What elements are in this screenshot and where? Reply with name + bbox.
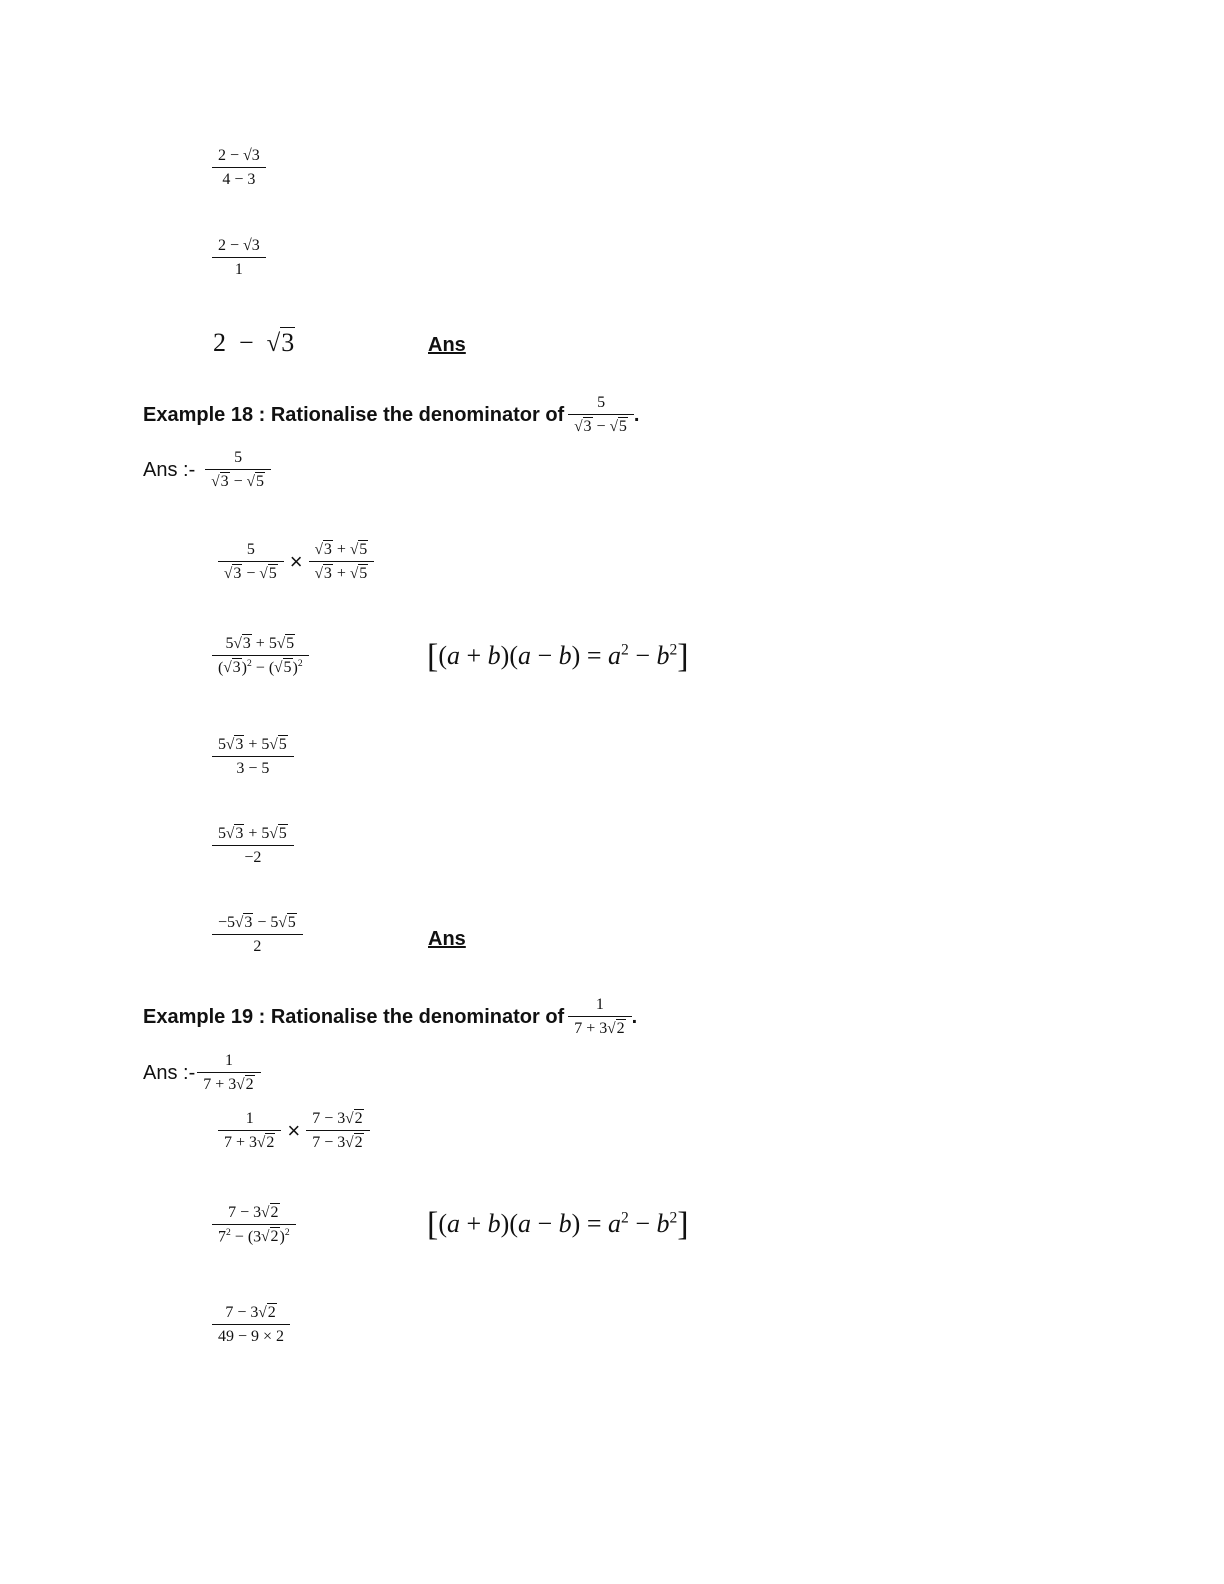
heading-period: . <box>631 1005 638 1028</box>
exponent: 2 <box>621 641 629 659</box>
example-19-identity: $[(a + b)(a - b) = a^2 - b^2]$ <box>427 1206 689 1243</box>
exponent: 2 <box>226 1227 231 1238</box>
operator: − <box>596 418 606 435</box>
example-18-step-1 <box>218 540 374 584</box>
denominator: 2 <box>212 934 303 957</box>
var-b: b <box>487 1209 501 1238</box>
numerator: 5√3 + 5√5 <box>218 736 287 753</box>
minus: − <box>635 1209 650 1238</box>
denominator: 7 − 3√2 <box>306 1130 369 1153</box>
prev-step-result <box>213 328 295 358</box>
plus: + <box>466 641 482 670</box>
operator: − <box>246 565 256 582</box>
var-a: a <box>447 1209 460 1238</box>
numerator: 2 − √3 <box>218 237 260 254</box>
denominator: $(√3)^2 - (√5)^2$ <box>212 655 309 678</box>
prefix: 7 − 3 <box>312 1110 346 1127</box>
given-fraction <box>568 995 631 1039</box>
base: 7 <box>218 1228 226 1246</box>
var-a: a <box>447 641 460 670</box>
var-b: b <box>558 641 572 670</box>
radicand: 3 <box>323 565 332 582</box>
radicand: 2 <box>354 1110 363 1127</box>
coefficient: 5 <box>218 825 226 842</box>
heading-period: . <box>633 403 640 426</box>
exponent: 2 <box>284 1227 290 1238</box>
coefficient: 5 <box>268 635 277 652</box>
prev-step-fraction-1 <box>212 146 266 190</box>
numerator: 1 <box>245 1110 254 1127</box>
operator: − <box>257 914 267 931</box>
coefficient: 5 <box>270 914 279 931</box>
denominator: √3 − √5 <box>205 469 271 492</box>
multiply-sign: × <box>287 1118 301 1143</box>
operator: + <box>248 736 258 753</box>
minus: − <box>635 641 650 670</box>
radicand: 2 <box>266 1134 275 1151</box>
numerator: 2 − √3 <box>218 147 260 164</box>
denominator: 49 − 9 × 2 <box>212 1324 290 1347</box>
denominator: 3 − 5 <box>212 756 294 779</box>
example-18-answer-start <box>143 448 271 492</box>
coefficient: −5 <box>218 914 236 931</box>
operator: + <box>336 541 346 558</box>
example-19-step-2 <box>212 1203 296 1247</box>
multiply-sign: × <box>289 549 303 574</box>
exponent: 2 <box>247 658 252 669</box>
prefix: 7 + 3 <box>203 1076 237 1093</box>
right-fraction <box>309 540 375 584</box>
denominator: 7 + 3√2 <box>197 1072 260 1095</box>
example-18-identity: $[(a + b)(a - b) = a^2 - b^2]$ <box>427 638 689 675</box>
denominator: √3 + √5 <box>309 561 375 584</box>
radicand: 5 <box>283 659 292 677</box>
prev-step-fraction-2 <box>212 236 266 280</box>
answer-fraction <box>197 1051 260 1095</box>
coefficient: 5 <box>261 736 270 753</box>
denominator: $7^2 - (3√2)^2$ <box>212 1224 296 1247</box>
radicand: 3 <box>233 565 242 582</box>
equals: = <box>586 641 602 670</box>
close-bracket: ] <box>677 1206 689 1243</box>
exponent: 2 <box>669 1209 678 1227</box>
radicand: 2 <box>270 1204 279 1221</box>
answer-label: Ans :- <box>143 1061 196 1084</box>
radicand: 3 <box>232 659 241 677</box>
example-19-heading <box>143 995 637 1039</box>
radicand: 2 <box>267 1304 276 1321</box>
open-bracket: [ <box>427 1206 439 1243</box>
radicand: 5 <box>286 635 295 652</box>
radicand: 2 <box>245 1076 254 1093</box>
plus: + <box>466 1209 482 1238</box>
var-b: b <box>656 1209 670 1238</box>
coefficient: 3 <box>253 1228 262 1246</box>
example-18-step-4 <box>212 824 294 868</box>
var-a: a <box>608 641 622 670</box>
numerator: 5√3 + 5√5 <box>225 635 295 652</box>
prefix: 7 − 3 <box>225 1304 259 1321</box>
prefix: 7 + 3 <box>574 1020 608 1037</box>
minus: − <box>537 1209 553 1238</box>
numerator: 1 <box>595 996 604 1013</box>
radicand: 5 <box>255 473 264 490</box>
example-19-step-1 <box>218 1109 370 1153</box>
coefficient: 5 <box>261 825 270 842</box>
operator: − <box>239 328 254 357</box>
numerator: 1 <box>224 1052 233 1069</box>
radicand: 5 <box>359 541 368 558</box>
radicand: 2 <box>616 1020 625 1037</box>
radicand: 5 <box>359 565 368 582</box>
example-18-heading <box>143 393 639 437</box>
operator: + <box>248 825 258 842</box>
coefficient: 5 <box>225 635 234 652</box>
operator: − <box>233 473 243 490</box>
exponent: 2 <box>669 641 678 659</box>
var-a: a <box>518 1209 531 1238</box>
example-18-step-3 <box>212 735 294 779</box>
var-b: b <box>656 641 670 670</box>
right-fraction <box>306 1109 369 1153</box>
operator: − <box>234 1228 244 1246</box>
open-bracket: [ <box>427 638 439 675</box>
radicand: 3 <box>235 736 244 753</box>
numerator: 5 <box>234 449 243 466</box>
heading-text: Example 19 : Rationalise the denominator of <box>143 1005 565 1028</box>
operator: + <box>336 565 346 582</box>
denominator: 1 <box>212 257 266 280</box>
var-b: b <box>487 641 501 670</box>
answer-label: Ans :- <box>143 458 196 481</box>
numerator: 5 <box>246 541 255 558</box>
numerator: 5√3 + 5√5 <box>218 825 287 842</box>
close-bracket: ] <box>677 638 689 675</box>
example-18-step-5 <box>212 913 303 957</box>
denominator: 7 + 3√2 <box>568 1016 631 1039</box>
answer-fraction <box>205 448 271 492</box>
radicand: 3 <box>220 473 229 490</box>
equals: = <box>586 1209 602 1238</box>
answer-marker: Ans <box>428 928 466 950</box>
given-fraction <box>568 393 634 437</box>
radicand: 3 <box>242 635 251 652</box>
numerator: 7 − 3√2 <box>228 1204 279 1221</box>
example-19-answer-start <box>143 1051 261 1095</box>
var-a: a <box>518 641 531 670</box>
radicand: 5 <box>278 736 287 753</box>
prefix: 7 + 3 <box>224 1134 258 1151</box>
coefficient: 5 <box>218 736 226 753</box>
radicand: 2 <box>270 1228 279 1246</box>
var-b: b <box>558 1209 572 1238</box>
exponent: 2 <box>297 658 303 669</box>
heading-text: Example 18 : Rationalise the denominator of <box>143 403 565 426</box>
radicand: 3 <box>281 328 295 357</box>
radicand: 5 <box>287 914 296 931</box>
numerator: √3 + √5 <box>314 541 368 558</box>
numerator: 5 <box>597 394 606 411</box>
denominator: √3 − √5 <box>218 561 284 584</box>
numerator: −5√3 − 5√5 <box>218 914 296 931</box>
radicand: 3 <box>244 914 253 931</box>
numerator: 7 − 3√2 <box>312 1110 363 1127</box>
radicand: 3 <box>235 825 244 842</box>
answer-marker: Ans <box>428 334 466 356</box>
example-18-step-2 <box>212 634 309 678</box>
minus: − <box>537 641 553 670</box>
denominator: −2 <box>212 845 294 868</box>
term-a: 2 <box>213 328 226 357</box>
prefix: 7 − 3 <box>312 1134 346 1151</box>
prefix: 7 − 3 <box>228 1204 262 1221</box>
denominator: √3 − √5 <box>568 414 634 437</box>
numerator: 7 − 3√2 <box>225 1304 276 1321</box>
operator: + <box>255 635 265 652</box>
example-19-step-3 <box>212 1303 290 1347</box>
operator: − <box>255 659 265 677</box>
radicand: 5 <box>268 565 277 582</box>
exponent: 2 <box>621 1209 629 1227</box>
var-a: a <box>608 1209 622 1238</box>
radicand: 5 <box>278 825 287 842</box>
left-fraction <box>218 1109 281 1153</box>
left-fraction <box>218 540 284 584</box>
radicand: 3 <box>323 541 332 558</box>
radicand: 2 <box>354 1134 363 1151</box>
radicand: 5 <box>618 418 627 435</box>
sqrt-term: √3 <box>266 328 295 357</box>
denominator: 7 + 3√2 <box>218 1130 281 1153</box>
denominator: 4 − 3 <box>212 167 266 190</box>
radicand: 3 <box>583 418 592 435</box>
